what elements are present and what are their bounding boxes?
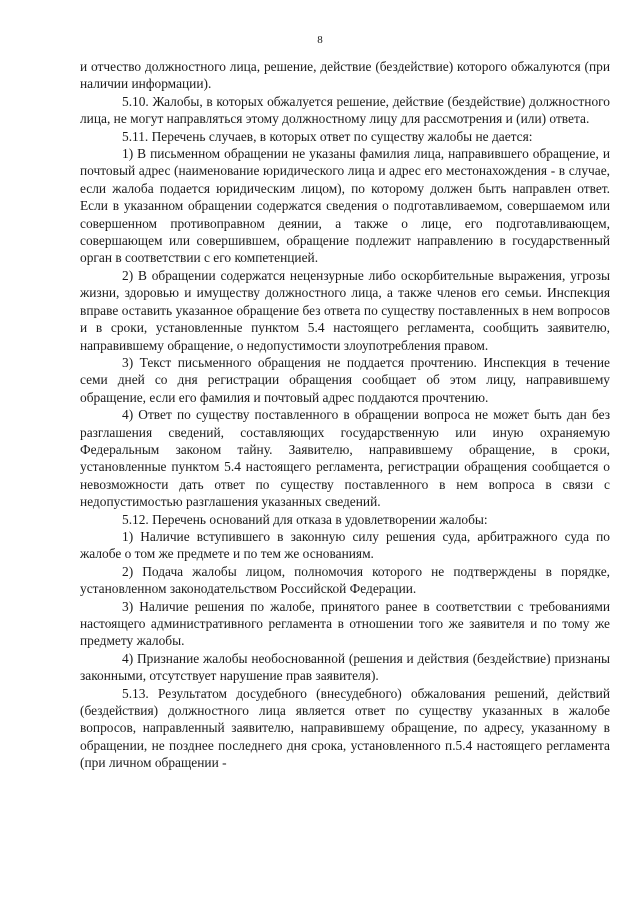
paragraph: и отчество должностного лица, решение, действие (бездействие) которого обжалуются (при наличии информации). (80, 59, 610, 92)
paragraph: 3) Текст письменного обращения не поддается прочтению. Инспекция в течение семи дней со дня регистрации обращения сообщает об этом лицу, направившему обращение, если его фамилия и почтовый адрес поддаются прочтению. (80, 354, 610, 405)
paragraph: 5.10. Жалобы, в которых обжалуется решение, действие (бездействие) должностного лица, не могут направляться этому должностному лицу для рассмотрения и (или) ответа. (80, 93, 610, 127)
paragraph: 4) Ответ по существу поставленного в обращении вопроса не может быть дан без разглашения сведений, составляющих государственную или иную охраняемую Федеральным законом тайну. Заявителю, направившему обращение, в сроки, установленные пунктом 5.4 настоящего регламента, регистрации обращения сообщается о невозможности дать ответ по существу поставленного в нем вопроса в связи с недопустимостью разглашения указанных сведений. (80, 407, 610, 510)
paragraph: 5.12. Перечень оснований для отказа в удовлетворении жалобы: (122, 511, 488, 527)
paragraph: 4) Признание жалобы необоснованной (решения и действия (бездействие) признаны законными, отсутствует нарушение прав заявителя). (80, 650, 610, 684)
paragraph: 1) В письменном обращении не указаны фамилия лица, направившего обращение, и почтовый адрес (наименование юридического лица и адрес его местонахождения - в случае, если жалоба подается юридическим лицом), по которому должен быть направлен ответ. Если в указанном обращении содержатся сведения о подготавливаемом, совершаемом или совершенном противоправном деянии, а также о лице, его подготавливающем, совершающем или совершившем, обращение подлежит направлению в государственный орган в соответствии с его компетенцией. (80, 146, 610, 266)
page-number: 8 (317, 34, 323, 46)
paragraph: 2) Подача жалобы лицом, полномочия которого не подтверждены в порядке, установленном законодательством Российской Федерации. (80, 563, 610, 597)
paragraph: 1) Наличие вступившего в законную силу решения суда, арбитражного суда по жалобе о том же предмете и по тем же основаниям. (80, 528, 610, 562)
paragraph: 2) В обращении содержатся нецензурные либо оскорбительные выражения, угрозы жизни, здоровью и имуществу должностного лица, а также членов его семьи. Инспекция вправе оставить указанное обращение без ответа по существу поставленных в нем вопросов и в сроки, установленные пунктом 5.4 настоящего регламента, сообщить заявителю, направившему обращение, о недопустимости злоупотребления правом. (80, 267, 610, 353)
document-body (80, 58, 610, 772)
paragraph: 3) Наличие решения по жалобе, принятого ранее в соответствии с требованиями настоящего административного регламента в отношении того же заявителя и по тому же предмету жалобы. (80, 598, 610, 649)
paragraph: 5.13. Результатом досудебного (внесудебного) обжалования решений, действий (бездействия) должностного лица является ответ по существу указанных в жалобе вопросов, направленный заявителю, направившему обращение, по адресу, указанному в обращении, не позднее последнего дня срока, установленного п.5.4 настоящего регламента (при личном обращении - (80, 685, 610, 771)
paragraph: 5.11. Перечень случаев, в которых ответ по существу жалобы не дается: (122, 128, 533, 144)
